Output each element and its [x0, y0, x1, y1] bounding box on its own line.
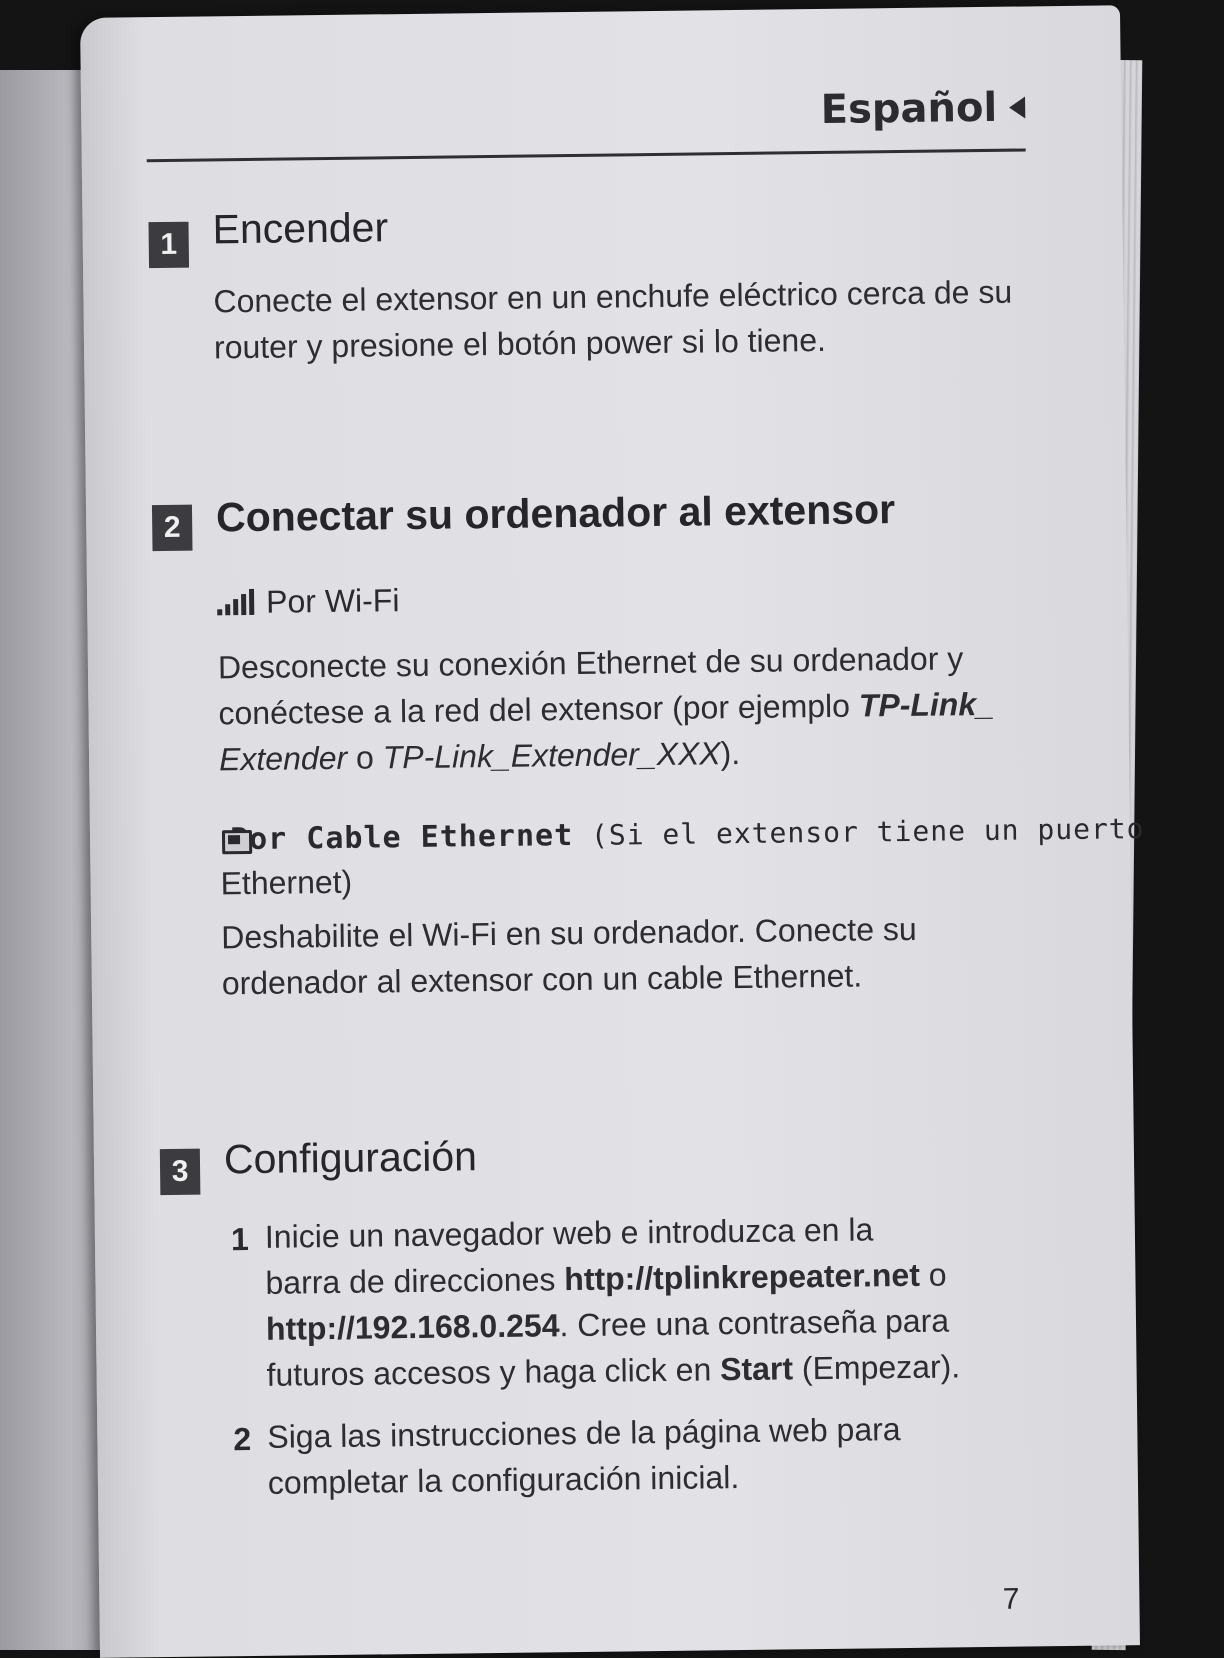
step-1-line-text: barra de direcciones: [265, 1261, 564, 1301]
step-2-badge: 2: [152, 505, 193, 551]
wifi-line-text: o: [347, 739, 383, 775]
manual-page: [80, 5, 1140, 1658]
step-2-line: Siga las instrucciones de la página web para: [267, 1406, 901, 1460]
ethernet-subheading: [220, 810, 1070, 857]
step-1-line-text: o: [920, 1257, 947, 1293]
ssid-example: Extender: [219, 740, 348, 778]
step-3-badge: 3: [160, 1149, 201, 1195]
wifi-heading: Por Wi-Fi: [266, 582, 400, 621]
step-2-text: [267, 1406, 901, 1506]
step-1-badge: 1: [148, 222, 189, 268]
step-1-line: [266, 1343, 960, 1397]
list-number: 1: [231, 1221, 249, 1258]
step-1-line: Inicie un navegador web e introduzca en la: [265, 1205, 959, 1259]
list-number: 2: [233, 1421, 251, 1458]
step-1-line-text: . Cree una contraseña para: [559, 1302, 949, 1343]
step-1-text: [265, 1205, 961, 1397]
page-number: 7: [1002, 1583, 1019, 1617]
wifi-line: [219, 727, 995, 782]
ip-url: http://192.168.0.254: [266, 1307, 560, 1347]
section-1-text: [213, 269, 1013, 371]
header-rule: [147, 148, 1026, 162]
ssid-example: TP-Link_: [859, 686, 995, 724]
repeater-url: http://tplinkrepeater.net: [564, 1257, 920, 1297]
wifi-signal-icon: [217, 590, 254, 614]
start-label: Start: [720, 1350, 793, 1387]
left-arrow-icon: [1009, 96, 1025, 118]
section-1-title: Encender: [212, 204, 388, 253]
section-1-line: router y presione el botón power si lo tiene.: [214, 315, 1013, 371]
ethernet-line: Deshabilite el Wi-Fi en su ordenador. Conecte su: [221, 906, 917, 960]
section-3-title: Configuración: [224, 1133, 478, 1183]
ethernet-line: ordenador al extensor con un cable Ethernet.: [222, 952, 918, 1006]
step-1-line-text: (Empezar).: [793, 1348, 961, 1386]
ethernet-note: (Si el extensor tiene un puerto: [573, 812, 1145, 852]
ethernet-text: [221, 906, 918, 1006]
ethernet-heading: Por Cable Ethernet: [230, 818, 574, 857]
wifi-line-text: conéctese a la red del extensor (por ejemplo: [218, 688, 859, 732]
language-header: [820, 84, 1025, 132]
wifi-subheading: [217, 582, 400, 621]
language-label: Español: [820, 85, 997, 133]
wifi-line-text: ).: [720, 735, 740, 771]
section-1-line: Conecte el extensor en un enchufe eléctrico cerca de su: [213, 269, 1012, 325]
section-2-title: Conectar su ordenador al extensor: [216, 486, 895, 541]
wifi-line: [218, 681, 994, 736]
wifi-line: Desconecte su conexión Ethernet de su ordenador y: [218, 635, 994, 690]
step-1-line-text: futuros accesos y haga click en: [266, 1351, 720, 1393]
ssid-example-alt: TP-Link_Extender_XXX: [382, 735, 720, 775]
ethernet-note-cont: Ethernet): [220, 859, 352, 907]
wifi-text: [218, 635, 995, 782]
step-2-line: completar la configuración inicial.: [268, 1452, 902, 1506]
